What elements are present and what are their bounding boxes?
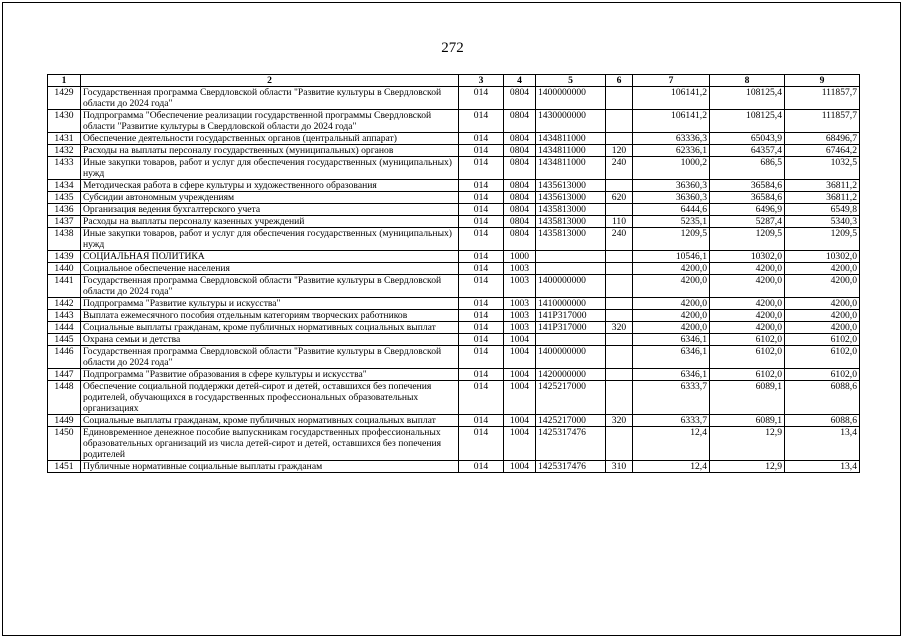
row-number-cell: 1436 — [48, 204, 81, 216]
ministry-code-cell: 014 — [459, 133, 504, 145]
amount-year3-cell: 111857,7 — [785, 87, 860, 110]
expense-type-cell: 620 — [606, 192, 633, 204]
row-number-cell: 1446 — [48, 346, 81, 369]
amount-year2-cell: 65043,9 — [710, 133, 785, 145]
amount-year2-cell: 4200,0 — [710, 298, 785, 310]
expense-type-cell — [606, 346, 633, 369]
ministry-code-cell: 014 — [459, 110, 504, 133]
section-code-cell: 1004 — [504, 346, 536, 369]
ministry-code-cell: 014 — [459, 263, 504, 275]
section-code-cell: 0804 — [504, 192, 536, 204]
ministry-code-cell: 014 — [459, 322, 504, 334]
column-header: 5 — [536, 75, 606, 87]
amount-year2-cell: 36584,6 — [710, 180, 785, 192]
section-code-cell: 0804 — [504, 216, 536, 228]
amount-year1-cell: 6444,6 — [633, 204, 710, 216]
table-row — [48, 310, 860, 322]
amount-year2-cell: 108125,4 — [710, 87, 785, 110]
expense-type-cell: 320 — [606, 415, 633, 427]
amount-year3-cell: 10302,0 — [785, 251, 860, 263]
expense-name-cell: Социальное обеспечение населения — [81, 263, 459, 275]
amount-year2-cell: 36584,6 — [710, 192, 785, 204]
row-number-cell: 1451 — [48, 461, 81, 473]
table-row — [48, 461, 860, 473]
expense-type-cell — [606, 334, 633, 346]
table-row — [48, 204, 860, 216]
table-row — [48, 427, 860, 461]
expense-type-cell — [606, 427, 633, 461]
expense-name-cell: Социальные выплаты гражданам, кроме публичных нормативных социальных выплат — [81, 322, 459, 334]
ministry-code-cell: 014 — [459, 192, 504, 204]
amount-year2-cell: 12,9 — [710, 427, 785, 461]
amount-year2-cell: 4200,0 — [710, 322, 785, 334]
amount-year3-cell: 13,4 — [785, 427, 860, 461]
amount-year3-cell: 13,4 — [785, 461, 860, 473]
amount-year3-cell: 6102,0 — [785, 334, 860, 346]
amount-year3-cell: 111857,7 — [785, 110, 860, 133]
amount-year3-cell: 5340,3 — [785, 216, 860, 228]
table-row — [48, 415, 860, 427]
expense-type-cell — [606, 263, 633, 275]
table-row — [48, 192, 860, 204]
row-number-cell: 1439 — [48, 251, 81, 263]
row-number-cell: 1442 — [48, 298, 81, 310]
amount-year1-cell: 6346,1 — [633, 346, 710, 369]
target-article-cell: 1434811000 — [536, 133, 606, 145]
amount-year3-cell: 4200,0 — [785, 310, 860, 322]
ministry-code-cell: 014 — [459, 310, 504, 322]
row-number-cell: 1437 — [48, 216, 81, 228]
section-code-cell: 1004 — [504, 427, 536, 461]
target-article-cell: 1430000000 — [536, 110, 606, 133]
section-code-cell: 1003 — [504, 263, 536, 275]
ministry-code-cell: 014 — [459, 87, 504, 110]
target-article-cell: 141P317000 — [536, 310, 606, 322]
amount-year1-cell: 4200,0 — [633, 263, 710, 275]
page-number: 272 — [441, 40, 464, 56]
expense-name-cell: Субсидии автономным учреждениям — [81, 192, 459, 204]
target-article-cell — [536, 251, 606, 263]
amount-year2-cell: 1209,5 — [710, 228, 785, 251]
amount-year2-cell: 108125,4 — [710, 110, 785, 133]
amount-year2-cell: 6102,0 — [710, 369, 785, 381]
table-row — [48, 322, 860, 334]
row-number-cell: 1431 — [48, 133, 81, 145]
expense-type-cell — [606, 381, 633, 415]
expense-name-cell: Подпрограмма "Развитие культуры и искусства" — [81, 298, 459, 310]
target-article-cell: 1434811000 — [536, 157, 606, 180]
amount-year3-cell: 6549,8 — [785, 204, 860, 216]
expense-name-cell: Расходы на выплаты персоналу казенных учреждений — [81, 216, 459, 228]
row-number-cell: 1445 — [48, 334, 81, 346]
expense-type-cell — [606, 251, 633, 263]
expense-name-cell: Социальные выплаты гражданам, кроме публичных нормативных социальных выплат — [81, 415, 459, 427]
expense-type-cell: 320 — [606, 322, 633, 334]
amount-year2-cell: 4200,0 — [710, 275, 785, 298]
amount-year2-cell: 12,9 — [710, 461, 785, 473]
column-header: 3 — [459, 75, 504, 87]
table-row — [48, 381, 860, 415]
amount-year1-cell: 36360,3 — [633, 180, 710, 192]
ministry-code-cell: 014 — [459, 228, 504, 251]
expense-type-cell — [606, 310, 633, 322]
amount-year1-cell: 4200,0 — [633, 275, 710, 298]
amount-year1-cell: 12,4 — [633, 427, 710, 461]
amount-year2-cell: 64357,4 — [710, 145, 785, 157]
row-number-cell: 1438 — [48, 228, 81, 251]
expense-type-cell — [606, 369, 633, 381]
target-article-cell: 141P317000 — [536, 322, 606, 334]
expense-name-cell: Публичные нормативные социальные выплаты гражданам — [81, 461, 459, 473]
amount-year1-cell: 1000,2 — [633, 157, 710, 180]
amount-year2-cell: 6102,0 — [710, 346, 785, 369]
expense-name-cell: Выплата ежемесячного пособия отдельным категориям творческих работников — [81, 310, 459, 322]
expense-name-cell: Охрана семьи и детства — [81, 334, 459, 346]
expense-name-cell: Государственная программа Свердловской области "Развитие культуры в Свердловской области до 2024 года" — [81, 346, 459, 369]
table-row — [48, 334, 860, 346]
section-code-cell: 0804 — [504, 145, 536, 157]
target-article-cell: 1434811000 — [536, 145, 606, 157]
section-code-cell: 0804 — [504, 110, 536, 133]
expense-type-cell — [606, 110, 633, 133]
amount-year1-cell: 36360,3 — [633, 192, 710, 204]
ministry-code-cell: 014 — [459, 298, 504, 310]
ministry-code-cell: 014 — [459, 415, 504, 427]
section-code-cell: 0804 — [504, 180, 536, 192]
expense-type-cell — [606, 275, 633, 298]
expense-type-cell: 120 — [606, 145, 633, 157]
amount-year2-cell: 4200,0 — [710, 310, 785, 322]
section-code-cell: 1003 — [504, 275, 536, 298]
target-article-cell — [536, 334, 606, 346]
amount-year1-cell: 12,4 — [633, 461, 710, 473]
column-header: 7 — [633, 75, 710, 87]
section-code-cell: 0804 — [504, 133, 536, 145]
expense-name-cell: Государственная программа Свердловской области "Развитие культуры в Свердловской области до 2024 года" — [81, 275, 459, 298]
amount-year2-cell: 686,5 — [710, 157, 785, 180]
expense-name-cell: Единовременное денежное пособие выпускникам государственных профессиональных образовательных организаций из числа детей-сирот и детей, оставшихся без попечения родителей — [81, 427, 459, 461]
amount-year3-cell: 6102,0 — [785, 369, 860, 381]
ministry-code-cell: 014 — [459, 157, 504, 180]
amount-year2-cell: 10302,0 — [710, 251, 785, 263]
amount-year2-cell: 6089,1 — [710, 381, 785, 415]
table-row — [48, 369, 860, 381]
expense-name-cell: Организация ведения бухгалтерского учета — [81, 204, 459, 216]
ministry-code-cell: 014 — [459, 461, 504, 473]
amount-year1-cell: 6333,7 — [633, 415, 710, 427]
target-article-cell: 1400000000 — [536, 87, 606, 110]
column-header: 4 — [504, 75, 536, 87]
amount-year2-cell: 5287,4 — [710, 216, 785, 228]
row-number-cell: 1444 — [48, 322, 81, 334]
target-article-cell: 1435613000 — [536, 180, 606, 192]
ministry-code-cell: 014 — [459, 427, 504, 461]
amount-year3-cell: 4200,0 — [785, 322, 860, 334]
section-code-cell: 1004 — [504, 334, 536, 346]
target-article-cell: 1425217000 — [536, 381, 606, 415]
column-header: 2 — [81, 75, 459, 87]
section-code-cell: 1003 — [504, 298, 536, 310]
row-number-cell: 1435 — [48, 192, 81, 204]
ministry-code-cell: 014 — [459, 369, 504, 381]
row-number-cell: 1443 — [48, 310, 81, 322]
row-number-cell: 1430 — [48, 110, 81, 133]
amount-year2-cell: 4200,0 — [710, 263, 785, 275]
table-row — [48, 180, 860, 192]
amount-year1-cell: 6346,1 — [633, 334, 710, 346]
target-article-cell: 1435813000 — [536, 228, 606, 251]
amount-year1-cell: 5235,1 — [633, 216, 710, 228]
target-article-cell — [536, 263, 606, 275]
amount-year3-cell: 4200,0 — [785, 298, 860, 310]
ministry-code-cell: 014 — [459, 204, 504, 216]
target-article-cell: 1420000000 — [536, 369, 606, 381]
expense-type-cell: 240 — [606, 228, 633, 251]
expense-name-cell: Методическая работа в сфере культуры и художественного образования — [81, 180, 459, 192]
expense-type-cell: 110 — [606, 216, 633, 228]
amount-year3-cell: 68496,7 — [785, 133, 860, 145]
row-number-cell: 1449 — [48, 415, 81, 427]
target-article-cell: 1400000000 — [536, 346, 606, 369]
table-row — [48, 87, 860, 110]
ministry-code-cell: 014 — [459, 381, 504, 415]
section-code-cell: 0804 — [504, 204, 536, 216]
amount-year1-cell: 6333,7 — [633, 381, 710, 415]
section-code-cell: 0804 — [504, 157, 536, 180]
amount-year1-cell: 6346,1 — [633, 369, 710, 381]
section-code-cell: 1004 — [504, 369, 536, 381]
amount-year1-cell: 4200,0 — [633, 310, 710, 322]
row-number-cell: 1433 — [48, 157, 81, 180]
target-article-cell: 1410000000 — [536, 298, 606, 310]
row-number-cell: 1448 — [48, 381, 81, 415]
amount-year1-cell: 4200,0 — [633, 322, 710, 334]
amount-year1-cell: 106141,2 — [633, 110, 710, 133]
amount-year1-cell: 10546,1 — [633, 251, 710, 263]
row-number-cell: 1440 — [48, 263, 81, 275]
ministry-code-cell: 014 — [459, 216, 504, 228]
amount-year3-cell: 6088,6 — [785, 381, 860, 415]
section-code-cell: 0804 — [504, 228, 536, 251]
expense-type-cell: 310 — [606, 461, 633, 473]
expense-type-cell — [606, 180, 633, 192]
expense-name-cell: Расходы на выплаты персоналу государственных (муниципальных) органов — [81, 145, 459, 157]
amount-year1-cell: 1209,5 — [633, 228, 710, 251]
target-article-cell: 1435613000 — [536, 192, 606, 204]
table-row — [48, 275, 860, 298]
target-article-cell: 1435813000 — [536, 216, 606, 228]
section-code-cell: 1004 — [504, 415, 536, 427]
table-row — [48, 251, 860, 263]
amount-year3-cell: 6102,0 — [785, 346, 860, 369]
amount-year3-cell: 67464,2 — [785, 145, 860, 157]
table-row — [48, 298, 860, 310]
column-header: 1 — [48, 75, 81, 87]
target-article-cell: 1425317476 — [536, 461, 606, 473]
ministry-code-cell: 014 — [459, 251, 504, 263]
expense-name-cell: СОЦИАЛЬНАЯ ПОЛИТИКА — [81, 251, 459, 263]
target-article-cell: 1425217000 — [536, 415, 606, 427]
amount-year1-cell: 4200,0 — [633, 298, 710, 310]
row-number-cell: 1447 — [48, 369, 81, 381]
section-code-cell: 1003 — [504, 322, 536, 334]
column-header: 8 — [710, 75, 785, 87]
table-row — [48, 133, 860, 145]
amount-year3-cell: 6088,6 — [785, 415, 860, 427]
target-article-cell: 1425317476 — [536, 427, 606, 461]
table-header-row — [48, 75, 860, 87]
expense-type-cell — [606, 133, 633, 145]
amount-year2-cell: 6496,9 — [710, 204, 785, 216]
table-row — [48, 157, 860, 180]
row-number-cell: 1429 — [48, 87, 81, 110]
section-code-cell: 1000 — [504, 251, 536, 263]
ministry-code-cell: 014 — [459, 275, 504, 298]
amount-year1-cell: 106141,2 — [633, 87, 710, 110]
expense-name-cell: Иные закупки товаров, работ и услуг для обеспечения государственных (муниципальных) нужд — [81, 228, 459, 251]
ministry-code-cell: 014 — [459, 145, 504, 157]
amount-year3-cell: 1032,5 — [785, 157, 860, 180]
section-code-cell: 0804 — [504, 87, 536, 110]
ministry-code-cell: 014 — [459, 180, 504, 192]
row-number-cell: 1450 — [48, 427, 81, 461]
amount-year3-cell: 4200,0 — [785, 275, 860, 298]
column-header: 9 — [785, 75, 860, 87]
table-row — [48, 346, 860, 369]
expense-type-cell — [606, 298, 633, 310]
ministry-code-cell: 014 — [459, 346, 504, 369]
target-article-cell: 1435813000 — [536, 204, 606, 216]
section-code-cell: 1004 — [504, 381, 536, 415]
amount-year1-cell: 62336,1 — [633, 145, 710, 157]
amount-year2-cell: 6089,1 — [710, 415, 785, 427]
column-header: 6 — [606, 75, 633, 87]
row-number-cell: 1432 — [48, 145, 81, 157]
expense-name-cell: Подпрограмма "Развитие образования в сфере культуры и искусства" — [81, 369, 459, 381]
amount-year3-cell: 4200,0 — [785, 263, 860, 275]
expense-name-cell: Подпрограмма "Обеспечение реализации государственной программы Свердловской области "Развитие культуры в Свердловской области до 2024 года" — [81, 110, 459, 133]
table-row — [48, 263, 860, 275]
row-number-cell: 1434 — [48, 180, 81, 192]
expense-type-cell: 240 — [606, 157, 633, 180]
table-row — [48, 216, 860, 228]
section-code-cell: 1003 — [504, 310, 536, 322]
row-number-cell: 1441 — [48, 275, 81, 298]
expense-type-cell — [606, 87, 633, 110]
expense-name-cell: Государственная программа Свердловской области "Развитие культуры в Свердловской области до 2024 года" — [81, 87, 459, 110]
amount-year1-cell: 63336,3 — [633, 133, 710, 145]
expense-name-cell: Обеспечение деятельности государственных органов (центральный аппарат) — [81, 133, 459, 145]
table-row — [48, 228, 860, 251]
expense-name-cell: Обеспечение социальной поддержки детей-сирот и детей, оставшихся без попечения родителей, обучающихся в государственных профессиональных образовательных организациях — [81, 381, 459, 415]
amount-year3-cell: 36811,2 — [785, 180, 860, 192]
section-code-cell: 1004 — [504, 461, 536, 473]
target-article-cell: 1400000000 — [536, 275, 606, 298]
table-body — [48, 87, 860, 473]
expense-name-cell: Иные закупки товаров, работ и услуг для обеспечения государственных (муниципальных) нужд — [81, 157, 459, 180]
amount-year3-cell: 1209,5 — [785, 228, 860, 251]
table-row — [48, 110, 860, 133]
expense-type-cell — [606, 204, 633, 216]
ministry-code-cell: 014 — [459, 334, 504, 346]
budget-table — [47, 74, 860, 473]
table-row — [48, 145, 860, 157]
amount-year2-cell: 6102,0 — [710, 334, 785, 346]
amount-year3-cell: 36811,2 — [785, 192, 860, 204]
